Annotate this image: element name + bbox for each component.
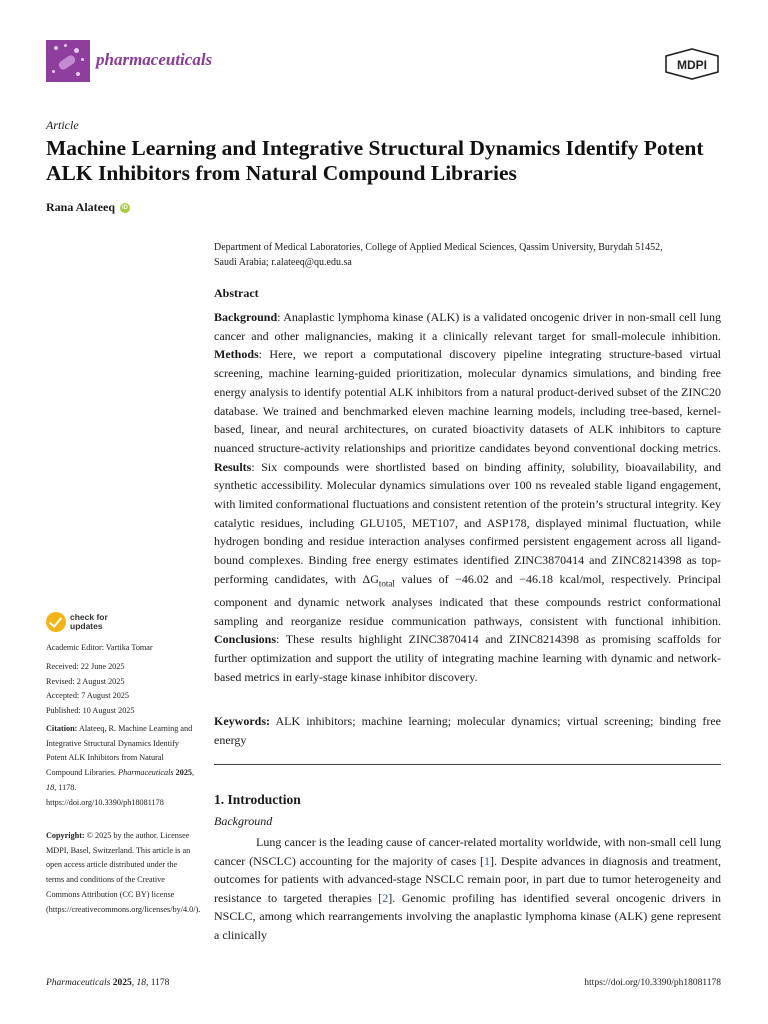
- copyright-text: © 2025 by the author. Licensee MDPI, Basel, Switzerland. This article is an open access article distributed under the terms and conditions of the Creative Commons Attribution (CC BY) license (https://creativecommons.org/licenses/by/4.0/).: [46, 831, 201, 914]
- conclusions-text: : These results highlight ZINC3870414 and ZINC8214398 as promising scaffolds for further optimization and support the utility of integrating machine learning with dynamic and network-based metrics in early-stage kinase inhibitor discovery.: [214, 632, 721, 684]
- received-date: Received: 22 June 2025: [46, 662, 125, 671]
- methods-label: Methods: [214, 347, 259, 362]
- copyright-block: [46, 829, 201, 917]
- footer-article-number: , 1178: [146, 978, 170, 988]
- article-type: Article: [46, 118, 79, 132]
- intro-text-c: ]. Genomic profiling has identified several oncogenic drivers in NSCLC, among which rearrangements involving the anaplastic lymphoma kinase (ALK) gene represent a clinically: [214, 890, 721, 942]
- results-text-b: values of −46.02 and −46.18 kcal/mol, respectively. Principal component and dynamic network analyses indicated that these compounds restrict conformational sampling and reorganize residue communication pathways, consistent with functional inhibition.: [214, 571, 722, 628]
- check-icon: [46, 612, 66, 632]
- affiliation: [214, 240, 720, 270]
- keywords-text: ALK inhibitors; machine learning; molecular dynamics; virtual screening; binding free energy: [214, 714, 721, 747]
- footer-journal: Pharmaceuticals: [46, 978, 111, 988]
- footer-citation: Pharmaceuticals 2025, 18, 1178: [46, 978, 170, 988]
- citation-journal: Pharmaceuticals: [118, 768, 174, 778]
- abstract-heading: Abstract: [214, 286, 259, 300]
- footer-volume: 18: [136, 978, 147, 988]
- check-for-updates-badge[interactable]: [46, 612, 108, 632]
- affiliation-line-2: Saudi Arabia; r.alateeq@qu.edu.sa: [214, 257, 352, 268]
- section-divider: [214, 764, 721, 765]
- author-name[interactable]: Rana Alateeq: [46, 200, 115, 214]
- background-text: : Anaplastic lymphoma kinase (ALK) is a validated oncogenic driver in non-small cell lung cancer and other malignancies, making it a clinically relevant target for small-molecule inhibition.: [214, 310, 721, 343]
- results-text-a: : Six compounds were shortlisted based on binding affinity, solubility, bioavailability, and synthetic accessibility. Molecular dynamics simulations over 100 ns revealed stable ligand engagement, with limited conformational fluctuations and consistent retention of the protein’s structural integrity. Key catalytic residues, including GLU105, MET107, and ASP178, displayed minimal fluctuation, while hydrogen bonding and residue interaction analyses confirmed persistent engagement across all ligand-bound complexes. Binding free energy estimates identified ZINC3870414 and ZINC8214398 as top-performing candidates, with ΔG: [214, 459, 721, 586]
- journal-name[interactable]: pharmaceuticals: [96, 50, 213, 69]
- orcid-icon[interactable]: iD: [122, 204, 128, 211]
- journal-logo[interactable]: [46, 40, 90, 82]
- check-updates-line-2: updates: [70, 621, 103, 631]
- results-label: Results: [214, 459, 252, 474]
- intro-text-a: Lung cancer is the leading cause of cancer-related mortality worldwide, with non-small cell lung cancer (NSCLC) accounting for the majority of cases [: [214, 835, 721, 868]
- check-updates-line-1: check for: [70, 612, 108, 622]
- footer-year: 2025: [112, 978, 132, 988]
- citation-label: Citation:: [46, 724, 78, 733]
- copyright-label: Copyright:: [46, 831, 85, 840]
- keywords: [214, 712, 721, 749]
- reference-link-2[interactable]: 2: [382, 890, 389, 905]
- mdpi-logo[interactable]: [664, 48, 720, 80]
- footer-doi-link[interactable]: https://doi.org/10.3390/ph18081178: [584, 978, 721, 988]
- results-subscript: total: [378, 578, 395, 589]
- introduction-body: [214, 833, 721, 944]
- citation-text-b[interactable]: , 1178. https://doi.org/10.3390/ph18081178: [46, 782, 164, 807]
- section-title-introduction: 1. Introduction: [214, 792, 301, 807]
- conclusions-label: Conclusions: [214, 632, 277, 647]
- revised-date: Revised: 2 August 2025: [46, 676, 125, 686]
- publication-dates: [46, 660, 196, 719]
- keywords-label: Keywords:: [214, 714, 270, 728]
- article-title: Machine Learning and Integrative Structural Dynamics Identify Potent ALK Inhibitors from Natural Compound Libraries: [46, 136, 704, 185]
- reference-link-1[interactable]: 1: [484, 853, 490, 868]
- methods-text: : Here, we report a computational discovery pipeline integrating structure-based virtual screening, machine learning-guided prioritization, molecular dynamics simulations, and binding free energy analysis to identify potential ALK inhibitors from a natural product-derived subset of the ZINC20 database. We trained and benchmarked eleven machine learning models, including tree-based, kernel-based, linear, and neural architectures, on curated bioactivity datasets of ALK inhibitors to capture nuanced structure-activity relationships and prioritize candidates beyond conventional docking metrics.: [214, 347, 721, 455]
- citation-volume: 18: [46, 782, 55, 792]
- academic-editor: Academic Editor: Vartika Tomar: [46, 643, 153, 652]
- affiliation-line-1: Department of Medical Laboratories, College of Applied Medical Sciences, Qassim University, Burydah 51452,: [214, 242, 663, 253]
- abstract-body: [214, 308, 721, 686]
- mdpi-logo-text: MDPI: [677, 58, 707, 72]
- author-row: [46, 200, 130, 215]
- citation-text-a: Alateeq, R. Machine Learning and Integrative Structural Dynamics Identify Potent ALK Inhibitors from Natural Compound Libraries.: [46, 724, 193, 778]
- citation-year: 2025: [175, 768, 192, 778]
- capsule-icon: [57, 54, 77, 72]
- background-label: Background: [214, 310, 278, 324]
- citation-block: Citation: Alateeq, R. Machine Learning and Integrative Structural Dynamics Identify Potent ALK Inhibitors from Natural Compound Libraries. Pharmaceuticals 2025, 18, 1178. https://doi.org/10.3390/ph18081178: [46, 724, 195, 807]
- accepted-date: Accepted: 7 August 2025: [46, 691, 129, 701]
- published-date: Published: 10 August 2025: [46, 706, 135, 716]
- intro-text-b: ]. Despite advances in diagnosis and treatment, outcomes for patients with advanced-stage NSCLC remain poor, in part due to tumor heterogeneity and resistance to targeted therapies [: [214, 853, 721, 905]
- subsection-background: Background: [214, 814, 273, 828]
